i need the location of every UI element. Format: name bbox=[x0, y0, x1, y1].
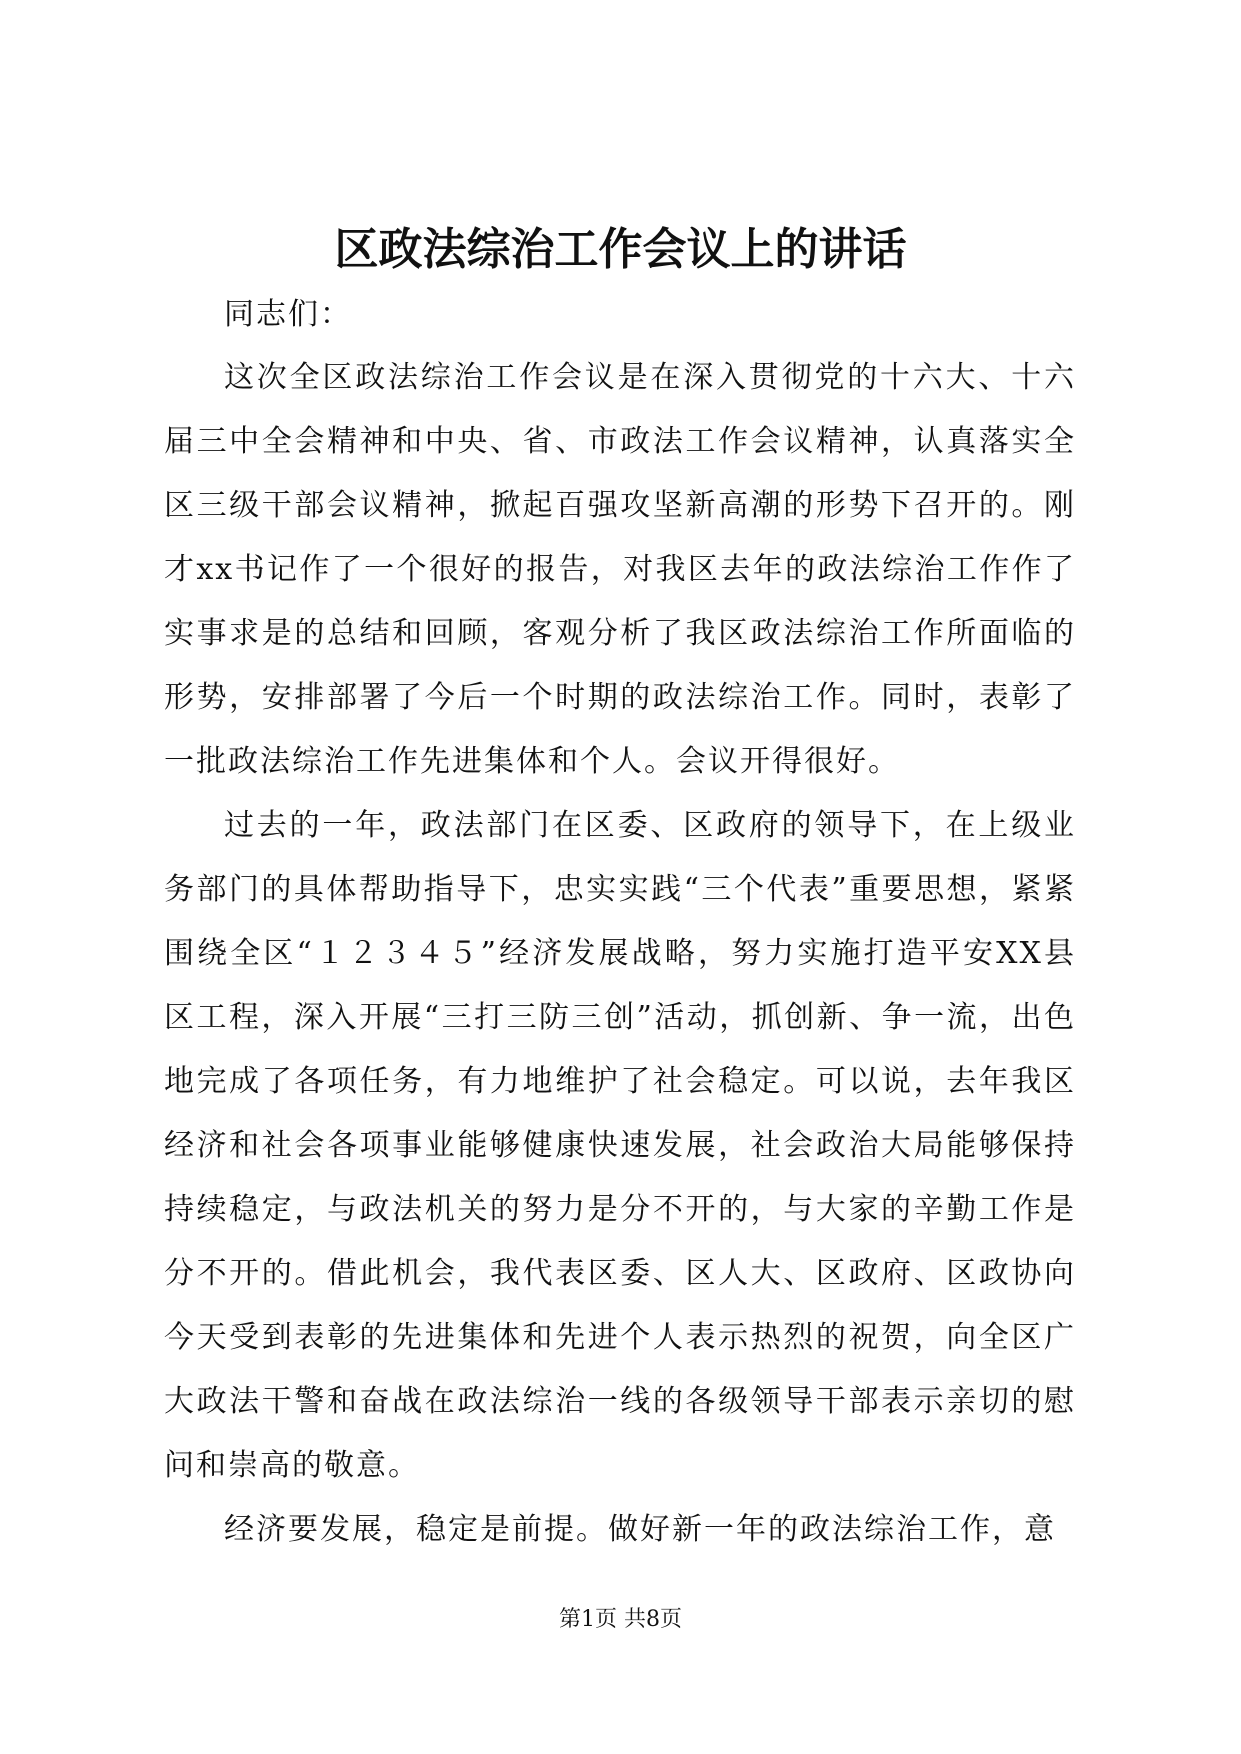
greeting-line: 同志们： bbox=[224, 297, 352, 332]
paragraph-2: 过去的一年，政法部门在区委、区政府的领导下，在上级业务部门的具体帮助指导下，忠实实践“三个代表”重要思想，紧紧围绕全区“１２３４５”经济发展战略，努力实施打造平安XX县区工程，深入开展“三打三防三创”活动，抓创新、争一流，出色地完成了各项任务，有力地维护了社会稳定。可以说，去年我区经济和社会各项事业能够健康快速发展，社会政治大局能够保持持续稳定，与政法机关的努力是分不开的，与大家的辛勤工作是分不开的。借此机会，我代表区委、区人大、区政府、区政协向今天受到表彰的先进集体和先进个人表示热烈的祝贺，向全区广大政法干警和奋战在政法综治一线的各级领导干部表示亲切的慰问和崇高的敬意。 bbox=[164, 808, 1076, 1483]
page-number-footer: 第1页 共8页 bbox=[559, 1607, 682, 1632]
paragraph-3: 经济要发展，稳定是前提。做好新一年的政法综治工作，意 bbox=[224, 1512, 1056, 1547]
paragraph-1: 这次全区政法综治工作会议是在深入贯彻党的十六大、十六届三中全会精神和中央、省、市政法工作会议精神，认真落实全区三级干部会议精神，掀起百强攻坚新高潮的形势下召开的。刚才xx书记作了一个很好的报告，对我区去年的政法综治工作作了实事求是的总结和回顾，客观分析了我区政法综治工作所面临的形势，安排部署了今后一个时期的政法综治工作。同时，表彰了一批政法综治工作先进集体和个人。会议开得很好。 bbox=[164, 360, 1076, 779]
document-body bbox=[164, 284, 1076, 1562]
document-title: 区政法综治工作会议上的讲话 bbox=[334, 224, 907, 275]
